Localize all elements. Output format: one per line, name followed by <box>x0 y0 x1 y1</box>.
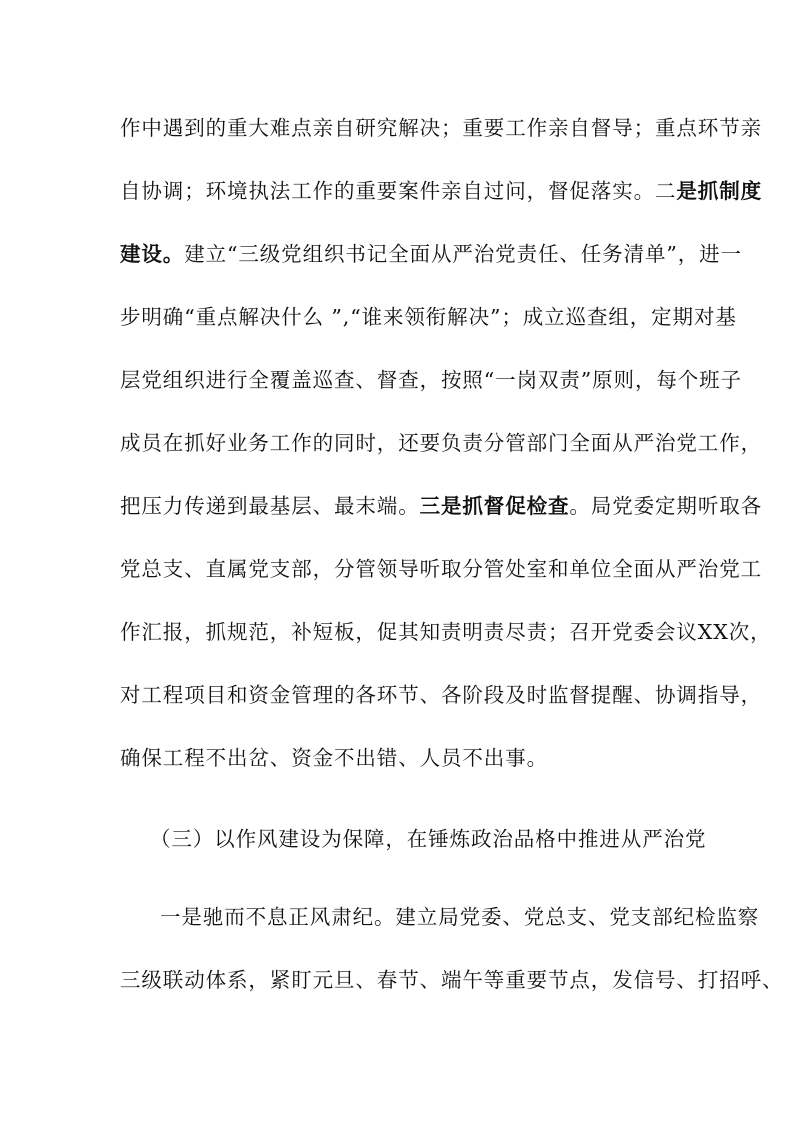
text-line: 步明确“重点解决什么 ”,“谁来领衔解决”；成立巡查组，定期对基 <box>120 305 737 329</box>
text-line: 对工程项目和资金管理的各环节、各阶段及时监督提醒、协调指导， <box>120 683 762 707</box>
text-line: 作汇报，抓规范，补短板，促其知责明责尽责；召开党委会议XX次， <box>120 620 772 644</box>
text-line: 党总支、直属党支部，分管领导听取分管处室和单位全面从严治党工 <box>120 557 762 581</box>
text-line: 成员在抓好业务工作的同时，还要负责分管部门全面从严治党工作， <box>120 431 762 455</box>
text-line: 作中遇到的重大难点亲自研究解决；重要工作亲自督导；重点环节亲 <box>120 116 762 140</box>
text-line: 把压力传递到最基层、最末端。三是抓督促检查。局党委定期听取各 <box>120 494 763 518</box>
section-heading: （三）以作风建设为保障，在锤炼政治品格中推进从严治党 <box>150 827 707 851</box>
text-line: 层党组织进行全覆盖巡查、督查，按照“一岗双责”原则，每个班子 <box>120 368 742 392</box>
text-line: 建设。建立“三级党组织书记全面从严治党责任、任务清单”，进一 <box>120 242 742 266</box>
text-line: 自协调；环境执法工作的重要案件亲自过问，督促落实。二是抓制度 <box>120 179 763 203</box>
text-line: 三级联动体系，紧盯元旦、春节、端午等重要节点，发信号、打招呼、 <box>120 968 784 992</box>
bold-run: 是抓制度 <box>676 179 763 203</box>
text-line: 一是驰而不息正风肃纪。建立局党委、党总支、党支部纪检监察 <box>160 905 760 929</box>
bold-run: 三是抓督促检查 <box>419 494 570 518</box>
text-line: 确保工程不出岔、资金不出错、人员不出事。 <box>120 746 548 770</box>
bold-run: 建设。 <box>120 242 185 266</box>
